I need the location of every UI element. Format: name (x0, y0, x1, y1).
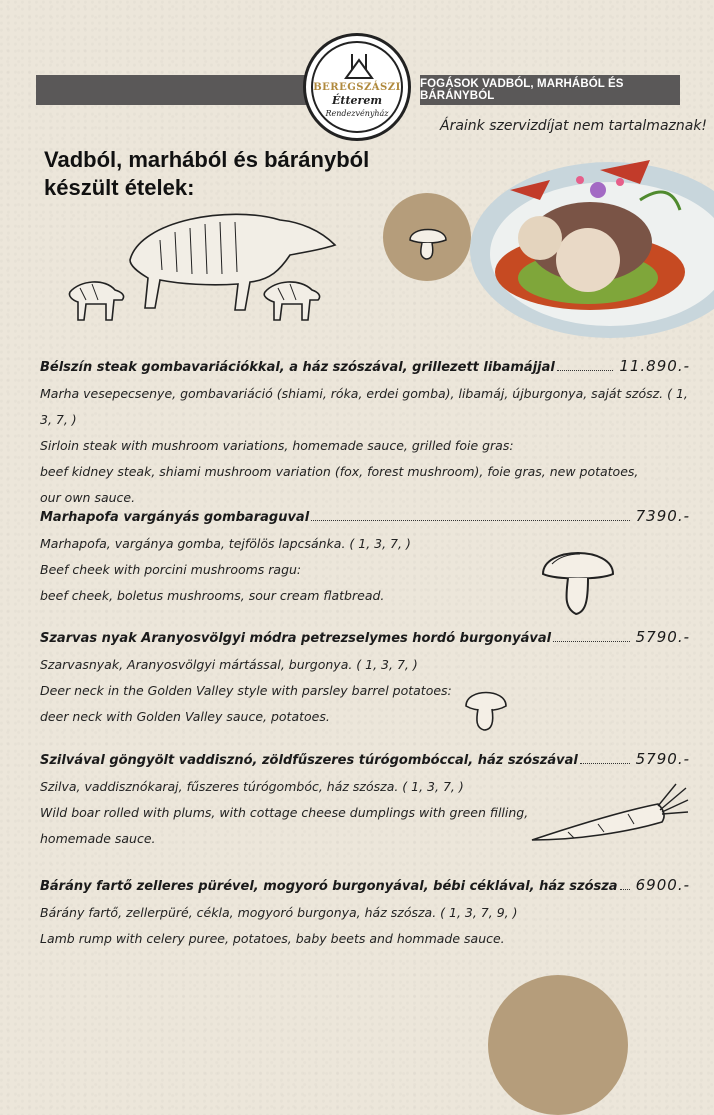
header-bar-left (36, 75, 306, 105)
page-title-line-2: készült ételek: (44, 175, 195, 200)
page-title-line-1: Vadból, marhából és bárányból (44, 147, 370, 172)
page-title (44, 146, 369, 202)
menu-item-price: 11.890.- (619, 357, 690, 375)
menu-item-name: Marhapofa vargányás gombaraguval (40, 510, 310, 525)
menu-item (40, 876, 690, 952)
menu-item-description: Beef cheek with porcini mushrooms ragu: (40, 562, 302, 577)
menu-item-name: Bárány fartő zelleres pürével, mogyoró burgonyával, bébi céklával, ház szósza (40, 879, 618, 894)
menu-item-price: 5790.- (635, 628, 690, 646)
menu-item-name: Bélszín steak gombavariációkkal, a ház szószával, grillezett libamájjal (40, 360, 555, 375)
boar-illustration (50, 200, 340, 340)
menu-item-title-row (40, 750, 690, 768)
menu-item-description: deer neck with Golden Valley sauce, potatoes. (40, 709, 330, 724)
menu-item (40, 357, 690, 511)
mushroom-icon (406, 222, 450, 262)
menu-item-description: Marha vesepecsenye, gombavariáció (shiami, róka, erdei gomba), libamáj, újburgonya, saját szósz. ( 1, 3, 7, ) (40, 386, 688, 427)
menu-item-description: our own sauce. (40, 490, 136, 505)
mushroom-icon (462, 686, 510, 734)
dot-leader (553, 641, 630, 642)
carrot-icon (528, 782, 690, 852)
fork-knife-icon (344, 50, 374, 80)
dish-photo (470, 150, 714, 340)
menu-item-price: 6900.- (635, 876, 690, 894)
menu-item-price: 7390.- (635, 507, 690, 525)
menu-item-description: homemade sauce. (40, 831, 156, 846)
section-title: FOGÁSOK VADBÓL, MARHÁBÓL ÉS BÁRÁNYBÓL (420, 75, 680, 105)
dot-leader (620, 889, 630, 890)
menu-item-description: Szarvasnyak, Aranyosvölgyi mártással, burgonya. ( 1, 3, 7, ) (40, 657, 418, 672)
restaurant-logo (303, 33, 411, 141)
prices-note: Áraink szervizdíjat nem tartalmaznak! (440, 118, 708, 134)
decorative-circle (488, 975, 628, 1115)
menu-item-description: beef kidney steak, shiami mushroom variation (fox, forest mushroom), foie gras, new potatoes, (40, 464, 639, 479)
menu-item-title-row (40, 507, 690, 525)
logo-name: BEREGSZÁSZI (313, 82, 401, 93)
menu-item-name: Szarvas nyak Aranyosvölgyi módra petrezselymes hordó burgonyával (40, 631, 552, 646)
mushroom-icon (540, 540, 616, 618)
menu-item-name: Szilvával göngyölt vaddisznó, zöldfűszeres túrógombóccal, ház szószával (40, 753, 578, 768)
menu-item-title-row (40, 628, 690, 646)
menu-item-title-row (40, 876, 690, 894)
logo-subtitle: Étterem (332, 94, 382, 107)
dot-leader (311, 520, 629, 521)
menu-item-title-row (40, 357, 690, 375)
logo-subtitle-2: Rendezvényház (325, 109, 389, 118)
menu-item-description: beef cheek, boletus mushrooms, sour cream flatbread. (40, 588, 385, 603)
menu-item-description: Lamb rump with celery puree, potatoes, baby beets and hommade sauce. (40, 931, 505, 946)
dot-leader (580, 763, 630, 764)
menu-item-description: Bárány fartő, zellerpüré, cékla, mogyoró burgonya, ház szósza. ( 1, 3, 7, 9, ) (40, 905, 518, 920)
menu-item-description: Marhapofa, vargánya gomba, tejfölös lapcsánka. ( 1, 3, 7, ) (40, 536, 411, 551)
dot-leader (557, 370, 613, 371)
menu-item-price: 5790.- (635, 750, 690, 768)
menu-item-description: Wild boar rolled with plums, with cottage cheese dumplings with green filling, (40, 805, 529, 820)
menu-item-description: Deer neck in the Golden Valley style with parsley barrel potatoes: (40, 683, 452, 698)
menu-item-description: Szilva, vaddisznókaraj, fűszeres túrógombóc, ház szósza. ( 1, 3, 7, ) (40, 779, 464, 794)
menu-item-description: Sirloin steak with mushroom variations, homemade sauce, grilled foie gras: (40, 438, 514, 453)
menu-item (40, 628, 690, 730)
